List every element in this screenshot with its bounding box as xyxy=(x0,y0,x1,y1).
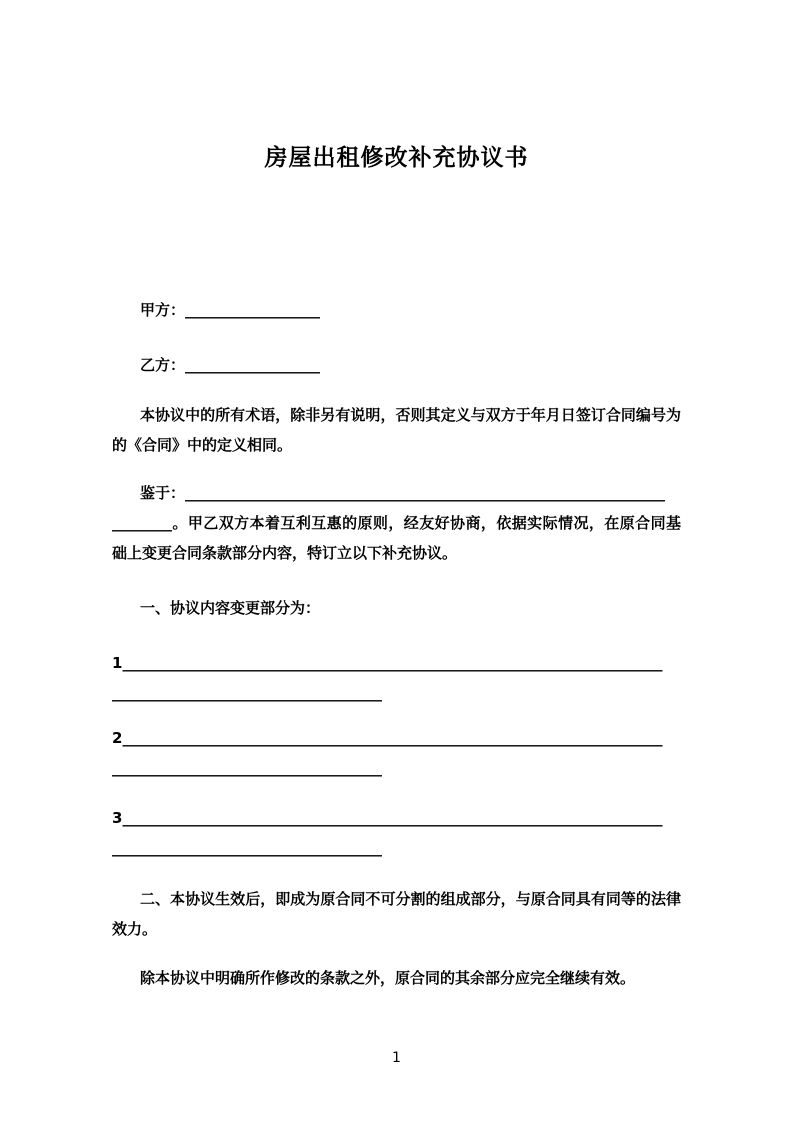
change-item-1-line2 xyxy=(112,678,681,708)
change-item-2-line1 xyxy=(112,723,681,753)
item-2-blank-line2: ____________________________________ xyxy=(112,759,382,777)
change-item-3-line2 xyxy=(112,833,681,863)
item-2-number: 2 xyxy=(112,729,123,747)
whereas-block xyxy=(112,478,681,568)
section2-paragraph: 二、本协议生效后，即成为原合同不可分割的组成部分，与原合同具有同等的法律效力。 xyxy=(112,890,681,938)
closing-paragraph: 除本协议中明确所作修改的条款之外，原合同的其余部分应完全继续有效。 xyxy=(140,969,636,987)
item-1-number: 1 xyxy=(112,654,123,672)
change-item-2 xyxy=(112,723,681,783)
item-3-number: 3 xyxy=(112,809,123,827)
terms-paragraph: 本协议中的所有术语，除非另有说明，否则其定义与双方于年月日签订合同编号为的《合同》中的定义相同。 xyxy=(112,406,681,454)
item-3-blank-line1: ________________________________________________________________________ xyxy=(122,809,663,827)
party-b-blank-field: __________________ xyxy=(185,356,321,374)
change-item-3 xyxy=(112,803,681,863)
party-a-blank-field: __________________ xyxy=(185,301,321,319)
item-1-blank-line1: ________________________________________________________________________ xyxy=(122,654,663,672)
change-item-1-line1 xyxy=(112,648,681,678)
whereas-blank-field: ________________________________________________________________ xyxy=(185,484,666,502)
change-item-3-line1 xyxy=(112,803,681,833)
party-b-label: 乙方： xyxy=(140,356,186,374)
item-1-blank-line2: ____________________________________ xyxy=(112,684,382,702)
whereas-line1 xyxy=(112,478,681,508)
change-item-2-line2 xyxy=(112,753,681,783)
section1-heading: 一、协议内容变更部分为： xyxy=(140,599,321,617)
whereas-label: 鉴于： xyxy=(140,484,186,502)
party-a-line xyxy=(112,295,681,325)
party-b-line xyxy=(112,350,681,380)
item-2-blank-line1: ________________________________________________________________________ xyxy=(122,729,663,747)
page-title: 房屋出租修改补充协议书 xyxy=(264,145,529,171)
item-3-blank-line2: ____________________________________ xyxy=(112,839,382,857)
change-item-1 xyxy=(112,648,681,708)
page-number: 1 xyxy=(392,1050,401,1066)
party-a-label: 甲方： xyxy=(140,301,186,319)
whereas-continuation: ________。甲乙双方本着互利互惠的原则，经友好协商，依据实际情况，在原合同基础上变更合同条款部分内容，特订立以下补充协议。 xyxy=(112,514,681,562)
